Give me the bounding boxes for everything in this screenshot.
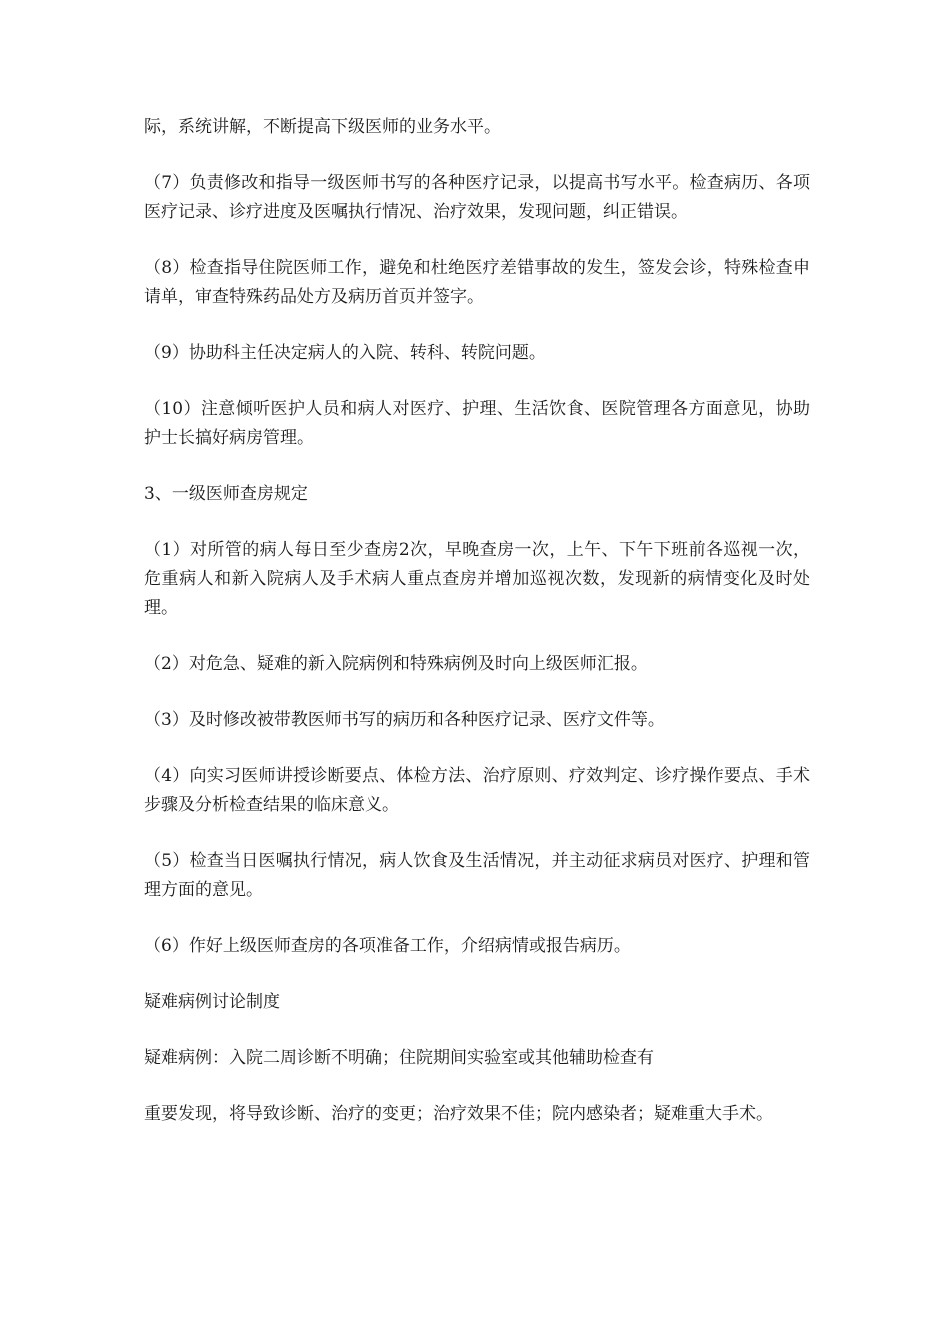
paragraph-rounds-item-2: （2）对危急、疑难的新入院病例和特殊病例及时向上级医师汇报。 [144,654,648,674]
paragraph-difficult-cases-continued: 重要发现，将导致诊断、治疗的变更；治疗效果不佳；院内感染者；疑难重大手术。 [144,1104,773,1124]
paragraph-item-7: （7）负责修改和指导一级医师书写的各种医疗记录，以提高书写水平。检查病历、各项医疗记录、诊疗进度及医嘱执行情况、治疗效果，发现问题，纠正错误。 [144,173,810,222]
paragraph-rounds-item-1: （1）对所管的病人每日至少查房2次，早晚查房一次，上午、下午下班前各巡视一次，危重病人和新入院病人及手术病人重点查房并增加巡视次数，发现新的病情变化及时处理。 [144,540,810,618]
section-heading-junior-rounds: 3、一级医师查房规定 [144,484,308,504]
paragraph-item-9: （9）协助科主任决定病人的入院、转科、转院问题。 [144,343,546,363]
paragraph-item-10: （10）注意倾听医护人员和病人对医疗、护理、生活饮食、医院管理各方面意见，协助护士长搞好病房管理。 [144,399,810,448]
paragraph-rounds-item-3: （3）及时修改被带教医师书写的病历和各种医疗记录、医疗文件等。 [144,710,665,730]
paragraph-item-8: （8）检查指导住院医师工作，避免和杜绝医疗差错事故的发生，签发会诊，特殊检查申请单，审查特殊药品处方及病历首页并签字。 [144,258,810,307]
section-heading-difficult-cases: 疑难病例讨论制度 [144,992,280,1012]
document-body [144,113,810,1156]
paragraph-rounds-item-4: （4）向实习医师讲授诊断要点、体检方法、治疗原则、疗效判定、诊疗操作要点、手术步骤及分析检查结果的临床意义。 [144,766,810,815]
paragraph-difficult-cases-definition: 疑难病例：入院二周诊断不明确；住院期间实验室或其他辅助检查有 [144,1048,654,1068]
paragraph-rounds-item-5: （5）检查当日医嘱执行情况，病人饮食及生活情况，并主动征求病员对医疗、护理和管理方面的意见。 [144,851,810,900]
paragraph-rounds-item-6: （6）作好上级医师查房的各项准备工作，介绍病情或报告病历。 [144,936,631,956]
paragraph-continuation: 际，系统讲解，不断提高下级医师的业务水平。 [144,117,501,137]
